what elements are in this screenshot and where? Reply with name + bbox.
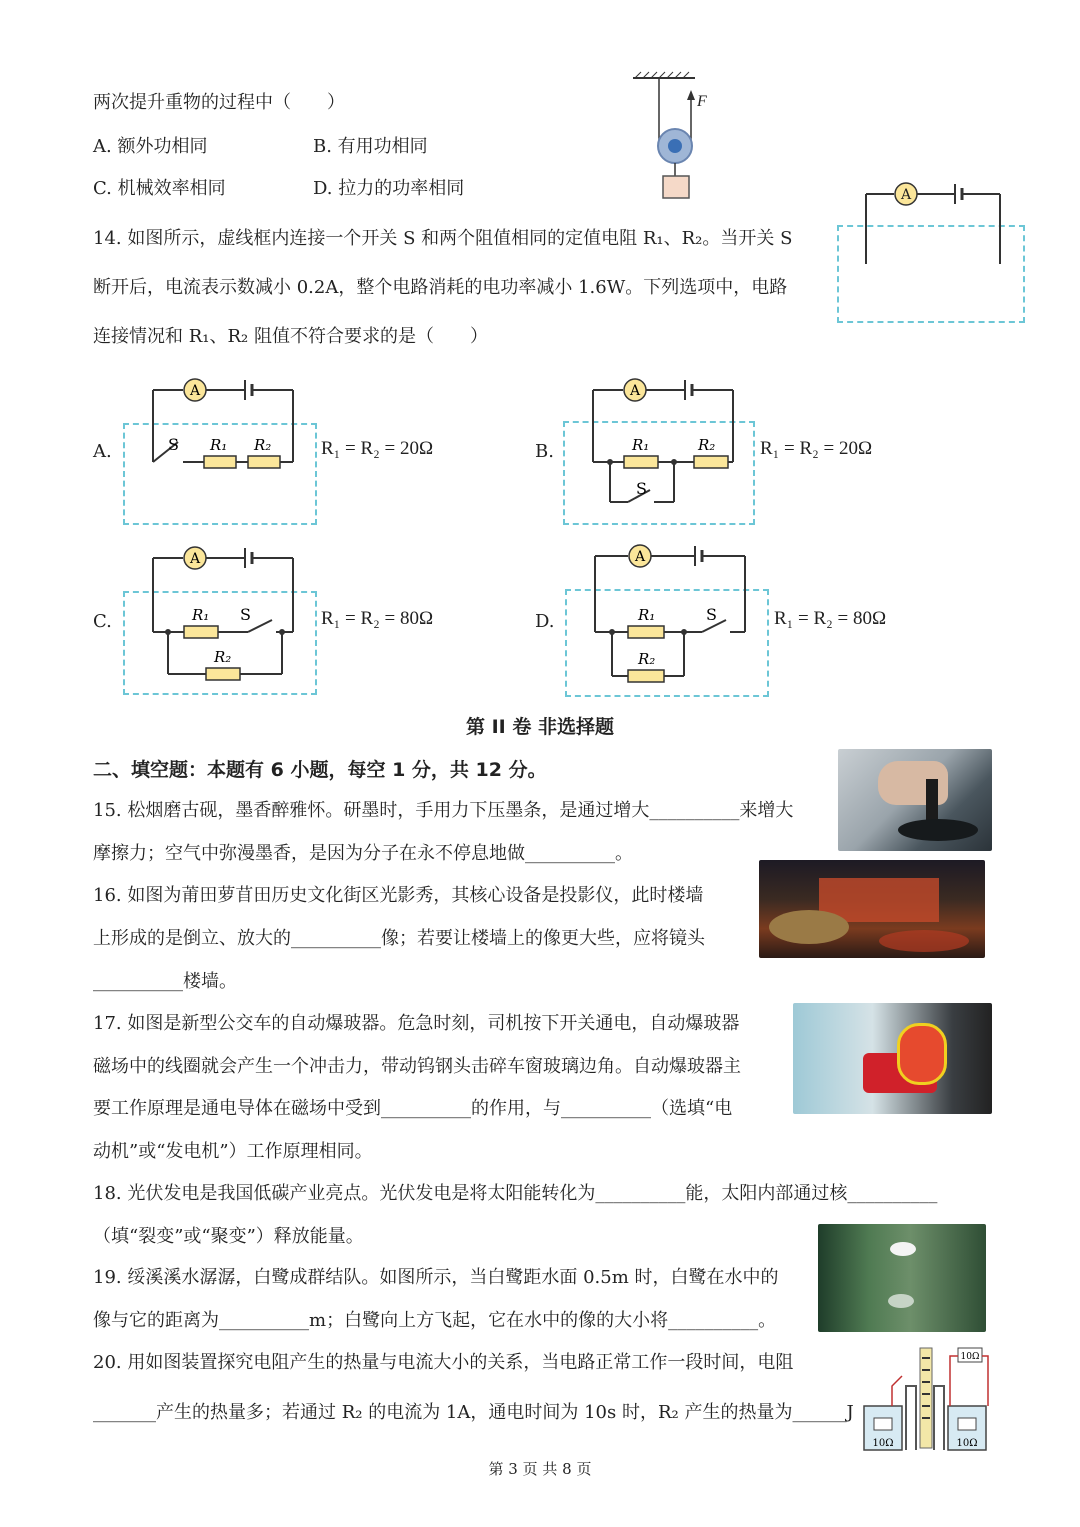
page-footer: 第 3 页 共 8 页 bbox=[488, 1460, 592, 1478]
q14-reference-circuit bbox=[860, 180, 1010, 270]
option-d-formula: R₁ = R₂ = 80Ω bbox=[774, 608, 887, 629]
resistor-right-label: 10Ω bbox=[956, 1438, 978, 1449]
q13-option-b: B. 有用功相同 bbox=[313, 136, 428, 157]
ink-grinding-photo bbox=[838, 749, 992, 851]
ammeter-symbol: A bbox=[629, 383, 641, 399]
option-a-label: A. bbox=[93, 441, 112, 462]
q16-line2: 上形成的是倒立、放大的__________像；若要让楼墙上的像更大些，应将镜头 bbox=[93, 928, 705, 949]
switch-label: S bbox=[240, 605, 251, 624]
q13-option-c: C. 机械效率相同 bbox=[93, 178, 226, 199]
r1-label: R₁ bbox=[632, 436, 650, 454]
option-d-label: D. bbox=[535, 611, 555, 632]
r2-label: R₂ bbox=[254, 436, 272, 454]
r1-label: R₁ bbox=[192, 606, 210, 624]
r1-label: R₁ bbox=[210, 436, 228, 454]
q18-line2: （填“裂变”或“聚变”）释放能量。 bbox=[93, 1226, 364, 1247]
q17-line2: 磁场中的线圈就会产生一个冲击力，带动钨钢头击碎车窗玻璃边角。自动爆玻器主 bbox=[93, 1056, 741, 1077]
q19-line1: 19. 绥溪溪水潺潺，白鹭成群结队。如图所示，当白鹭距水面 0.5m 时，白鹭在水中的 bbox=[93, 1267, 779, 1288]
option-d-circuit bbox=[590, 538, 760, 688]
ammeter-symbol: A bbox=[634, 549, 646, 565]
ammeter-symbol: A bbox=[189, 383, 201, 399]
section-heading: 二、填空题：本题有 6 小题，每空 1 分，共 12 分。 bbox=[93, 759, 547, 781]
section-title: 第 II 卷 非选择题 bbox=[466, 716, 614, 738]
r2-label: R₂ bbox=[698, 436, 716, 454]
q13-stem: 两次提升重物的过程中（ ） bbox=[93, 92, 345, 113]
light-show-photo bbox=[759, 860, 985, 958]
resistor-top-label: 10Ω bbox=[960, 1352, 980, 1362]
q14-line1: 14. 如图所示，虚线框内连接一个开关 S 和两个阻值相同的定值电阻 R₁、R₂。当开关 S bbox=[93, 228, 793, 249]
q16-line1: 16. 如图为莆田萝苜田历史文化街区光影秀，其核心设备是投影仪，此时楼墙 bbox=[93, 885, 704, 906]
q15-line2: 摩擦力；空气中弥漫墨香，是因为分子在永不停息地做__________。 bbox=[93, 843, 633, 864]
q14-line2: 断开后，电流表示数减小 0.2A，整个电路消耗的电功率减小 1.6W。下列选项中，电路 bbox=[93, 277, 788, 298]
switch-label: S bbox=[636, 479, 647, 498]
switch-label: S bbox=[168, 435, 179, 454]
q13-option-d: D. 拉力的功率相同 bbox=[313, 178, 465, 199]
option-c-label: C. bbox=[93, 611, 112, 632]
q18-line1: 18. 光伏发电是我国低碳产业亮点。光伏发电是将太阳能转化为__________能，太阳内部通过核__________ bbox=[93, 1183, 938, 1204]
r2-label: R₂ bbox=[214, 648, 232, 666]
ammeter-symbol: A bbox=[900, 187, 912, 203]
q20-line1: 20. 用如图装置探究电阻产生的热量与电流大小的关系，当电路正常工作一段时间，电阻 bbox=[93, 1352, 794, 1373]
q20-line2: _______产生的热量多；若通过 R₂ 的电流为 1A，通电时间为 10s 时，R₂ 产生的热量为______J bbox=[93, 1402, 854, 1423]
q15-line1: 15. 松烟磨古砚，墨香醉雅怀。研墨时，手用力下压墨条，是通过增大__________来增大 bbox=[93, 800, 794, 821]
q16-line3: __________楼墙。 bbox=[93, 971, 237, 992]
r1-label: R₁ bbox=[638, 606, 656, 624]
q14-line3: 连接情况和 R₁、R₂ 阻值不符合要求的是（ ） bbox=[93, 326, 488, 347]
option-a-formula: R₁ = R₂ = 20Ω bbox=[321, 438, 434, 459]
pulley-diagram bbox=[625, 72, 715, 204]
option-b-formula: R₁ = R₂ = 20Ω bbox=[760, 438, 873, 459]
option-b-label: B. bbox=[535, 441, 554, 462]
option-c-circuit bbox=[148, 540, 308, 690]
option-a-circuit bbox=[148, 372, 308, 472]
ammeter-symbol: A bbox=[189, 551, 201, 567]
option-c-formula: R₁ = R₂ = 80Ω bbox=[321, 608, 434, 629]
resistor-left-label: 10Ω bbox=[872, 1438, 894, 1449]
window-breaker-photo bbox=[793, 1003, 992, 1114]
egret-photo bbox=[818, 1224, 986, 1332]
switch-label: S bbox=[706, 605, 717, 624]
joule-heating-apparatus bbox=[862, 1346, 992, 1456]
force-label: F bbox=[697, 93, 707, 110]
q19-line2: 像与它的距离为__________m；白鹭向上方飞起，它在水中的像的大小将__________。 bbox=[93, 1310, 777, 1331]
q17-line3: 要工作原理是通电导体在磁场中受到__________的作用，与__________（选填“电 bbox=[93, 1098, 733, 1119]
r2-label: R₂ bbox=[638, 650, 656, 668]
option-b-circuit bbox=[588, 372, 748, 512]
q17-line4: 动机”或“发电机”）工作原理相同。 bbox=[93, 1141, 373, 1162]
q17-line1: 17. 如图是新型公交车的自动爆玻器。危急时刻，司机按下开关通电，自动爆玻器 bbox=[93, 1013, 740, 1034]
q13-option-a: A. 额外功相同 bbox=[93, 136, 208, 157]
